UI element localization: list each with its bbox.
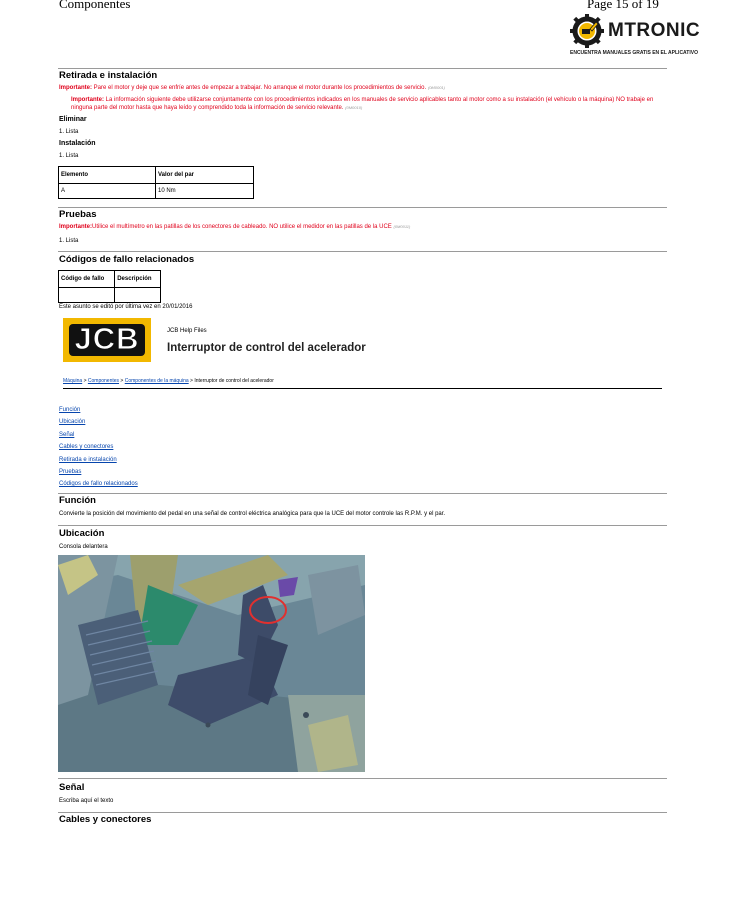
- brand-name: MTRONIC: [608, 20, 701, 41]
- toc-link-cables[interactable]: Cables y conectores: [59, 444, 114, 451]
- divider: [58, 525, 667, 526]
- warning-ref: (0M0010): [345, 105, 363, 110]
- subsection-eliminar: Eliminar: [59, 116, 87, 123]
- mtronic-logo: [568, 14, 728, 58]
- toc-link-ubicacion[interactable]: Ubicación: [59, 419, 86, 426]
- warning-text: Pare el motor y deje que se enfríe antes de empezar a trabajar. No arranque el motor durante los procedimientos de servicio.: [92, 85, 427, 91]
- divider: [58, 68, 667, 69]
- section-title-retirada: Retirada e instalación: [59, 70, 158, 81]
- table-header-valor: Valor del par: [156, 167, 254, 184]
- warning-label: Importante:: [59, 224, 92, 230]
- section-title-codigos: Códigos de fallo relacionados: [59, 254, 195, 265]
- section-title-cables: Cables y conectores: [59, 814, 152, 825]
- table-cell: [59, 288, 115, 303]
- breadcrumb-separator: >: [119, 378, 125, 384]
- last-edited: Este asunto se editó por última vez en 20/01/2016: [59, 304, 193, 310]
- list-item: 1. Lista: [59, 153, 79, 159]
- breadcrumb-separator: >: [188, 378, 195, 384]
- warning-service-info: [71, 97, 661, 112]
- warning-stop-engine: [59, 85, 669, 91]
- divider: [58, 251, 667, 252]
- toc-link-funcion[interactable]: Función: [59, 407, 81, 413]
- header-page-number: Page 15 of 19: [587, 0, 659, 11]
- list-item: 1. Lista: [59, 238, 79, 244]
- breadcrumb-separator: >: [82, 378, 88, 384]
- section-title-funcion: Función: [59, 495, 96, 506]
- toc-link-codigos[interactable]: Códigos de fallo relacionados: [59, 481, 138, 488]
- divider: [58, 778, 667, 779]
- ubicacion-caption: Consola delantera: [59, 544, 108, 550]
- brand-tagline: ENCUENTRA MANUALES GRATIS EN EL APLICATIVO: [570, 50, 698, 56]
- section-title-pruebas: Pruebas: [59, 209, 97, 220]
- torque-table: [58, 166, 254, 199]
- subsection-instalacion: Instalación: [59, 140, 96, 147]
- table-cell: A: [59, 184, 156, 199]
- warning-label: Importante:: [71, 97, 104, 103]
- table-cell: [115, 288, 161, 303]
- breadcrumb-link[interactable]: Componentes de la máquina: [124, 378, 189, 384]
- breadcrumb: [63, 378, 274, 384]
- toc-link-senal[interactable]: Señal: [59, 431, 75, 438]
- toc-link-pruebas[interactable]: Pruebas: [59, 469, 82, 476]
- senal-text: Escriba aquí el texto: [59, 798, 114, 804]
- breadcrumb-link[interactable]: Componentes: [87, 378, 120, 384]
- table-header-codigo: Código de fallo: [59, 271, 115, 288]
- document-title: Interruptor de control del acelerador: [167, 342, 366, 354]
- divider: [58, 207, 667, 208]
- toc-list: [59, 404, 138, 491]
- header-section: Componentes: [59, 0, 131, 11]
- warning-text: Utilice el multímetro en las patillas de los conectores de cableado. NO utilice el medidor en las patillas de la UCE: [92, 224, 392, 230]
- table-cell: 10 Nm: [156, 184, 254, 199]
- table-header-elemento: Elemento: [59, 167, 156, 184]
- warning-text: La información siguiente debe utilizarse conjuntamente con los procedimientos indicados en los manuales de servicio aplicables tanto al motor como a su instalación (el vehículo o la máquina) NO trabaje en ninguna parte del motor hasta que haya leído y comprendido toda la información de servicio relevante.: [71, 97, 654, 111]
- table-header-descripcion: Descripción: [115, 271, 161, 288]
- section-title-senal: Señal: [59, 782, 85, 793]
- fault-codes-table: [58, 270, 161, 303]
- divider: [58, 493, 667, 494]
- breadcrumb-rule: [63, 388, 662, 389]
- table-row: [59, 184, 254, 199]
- toc-link-retirada[interactable]: Retirada e instalación: [59, 456, 117, 463]
- list-item: 1. Lista: [59, 129, 79, 135]
- warning-multimeter: [59, 224, 669, 230]
- breadcrumb-link[interactable]: Máquina: [63, 378, 83, 384]
- gear-excavator-icon: [570, 14, 604, 48]
- warning-ref: (0M0001): [427, 85, 445, 90]
- warning-ref: (0M0011): [393, 224, 411, 229]
- funcion-text: Convierte la posición del movimiento del pedal en una señal de control eléctrica analógica para que la UCE del motor controle las R.P.M. y el par.: [59, 511, 446, 517]
- help-files-label: JCB Help Files: [167, 328, 207, 334]
- table-row: [59, 288, 161, 303]
- jcb-logo-text: JCB: [74, 321, 140, 356]
- section-title-ubicacion: Ubicación: [59, 528, 105, 539]
- jcb-logo: [63, 318, 151, 362]
- divider: [58, 812, 667, 813]
- pedal-location-photo: [58, 555, 365, 772]
- warning-label: Importante:: [59, 85, 92, 91]
- breadcrumb-current: Interruptor de control del acelerador: [194, 378, 274, 384]
